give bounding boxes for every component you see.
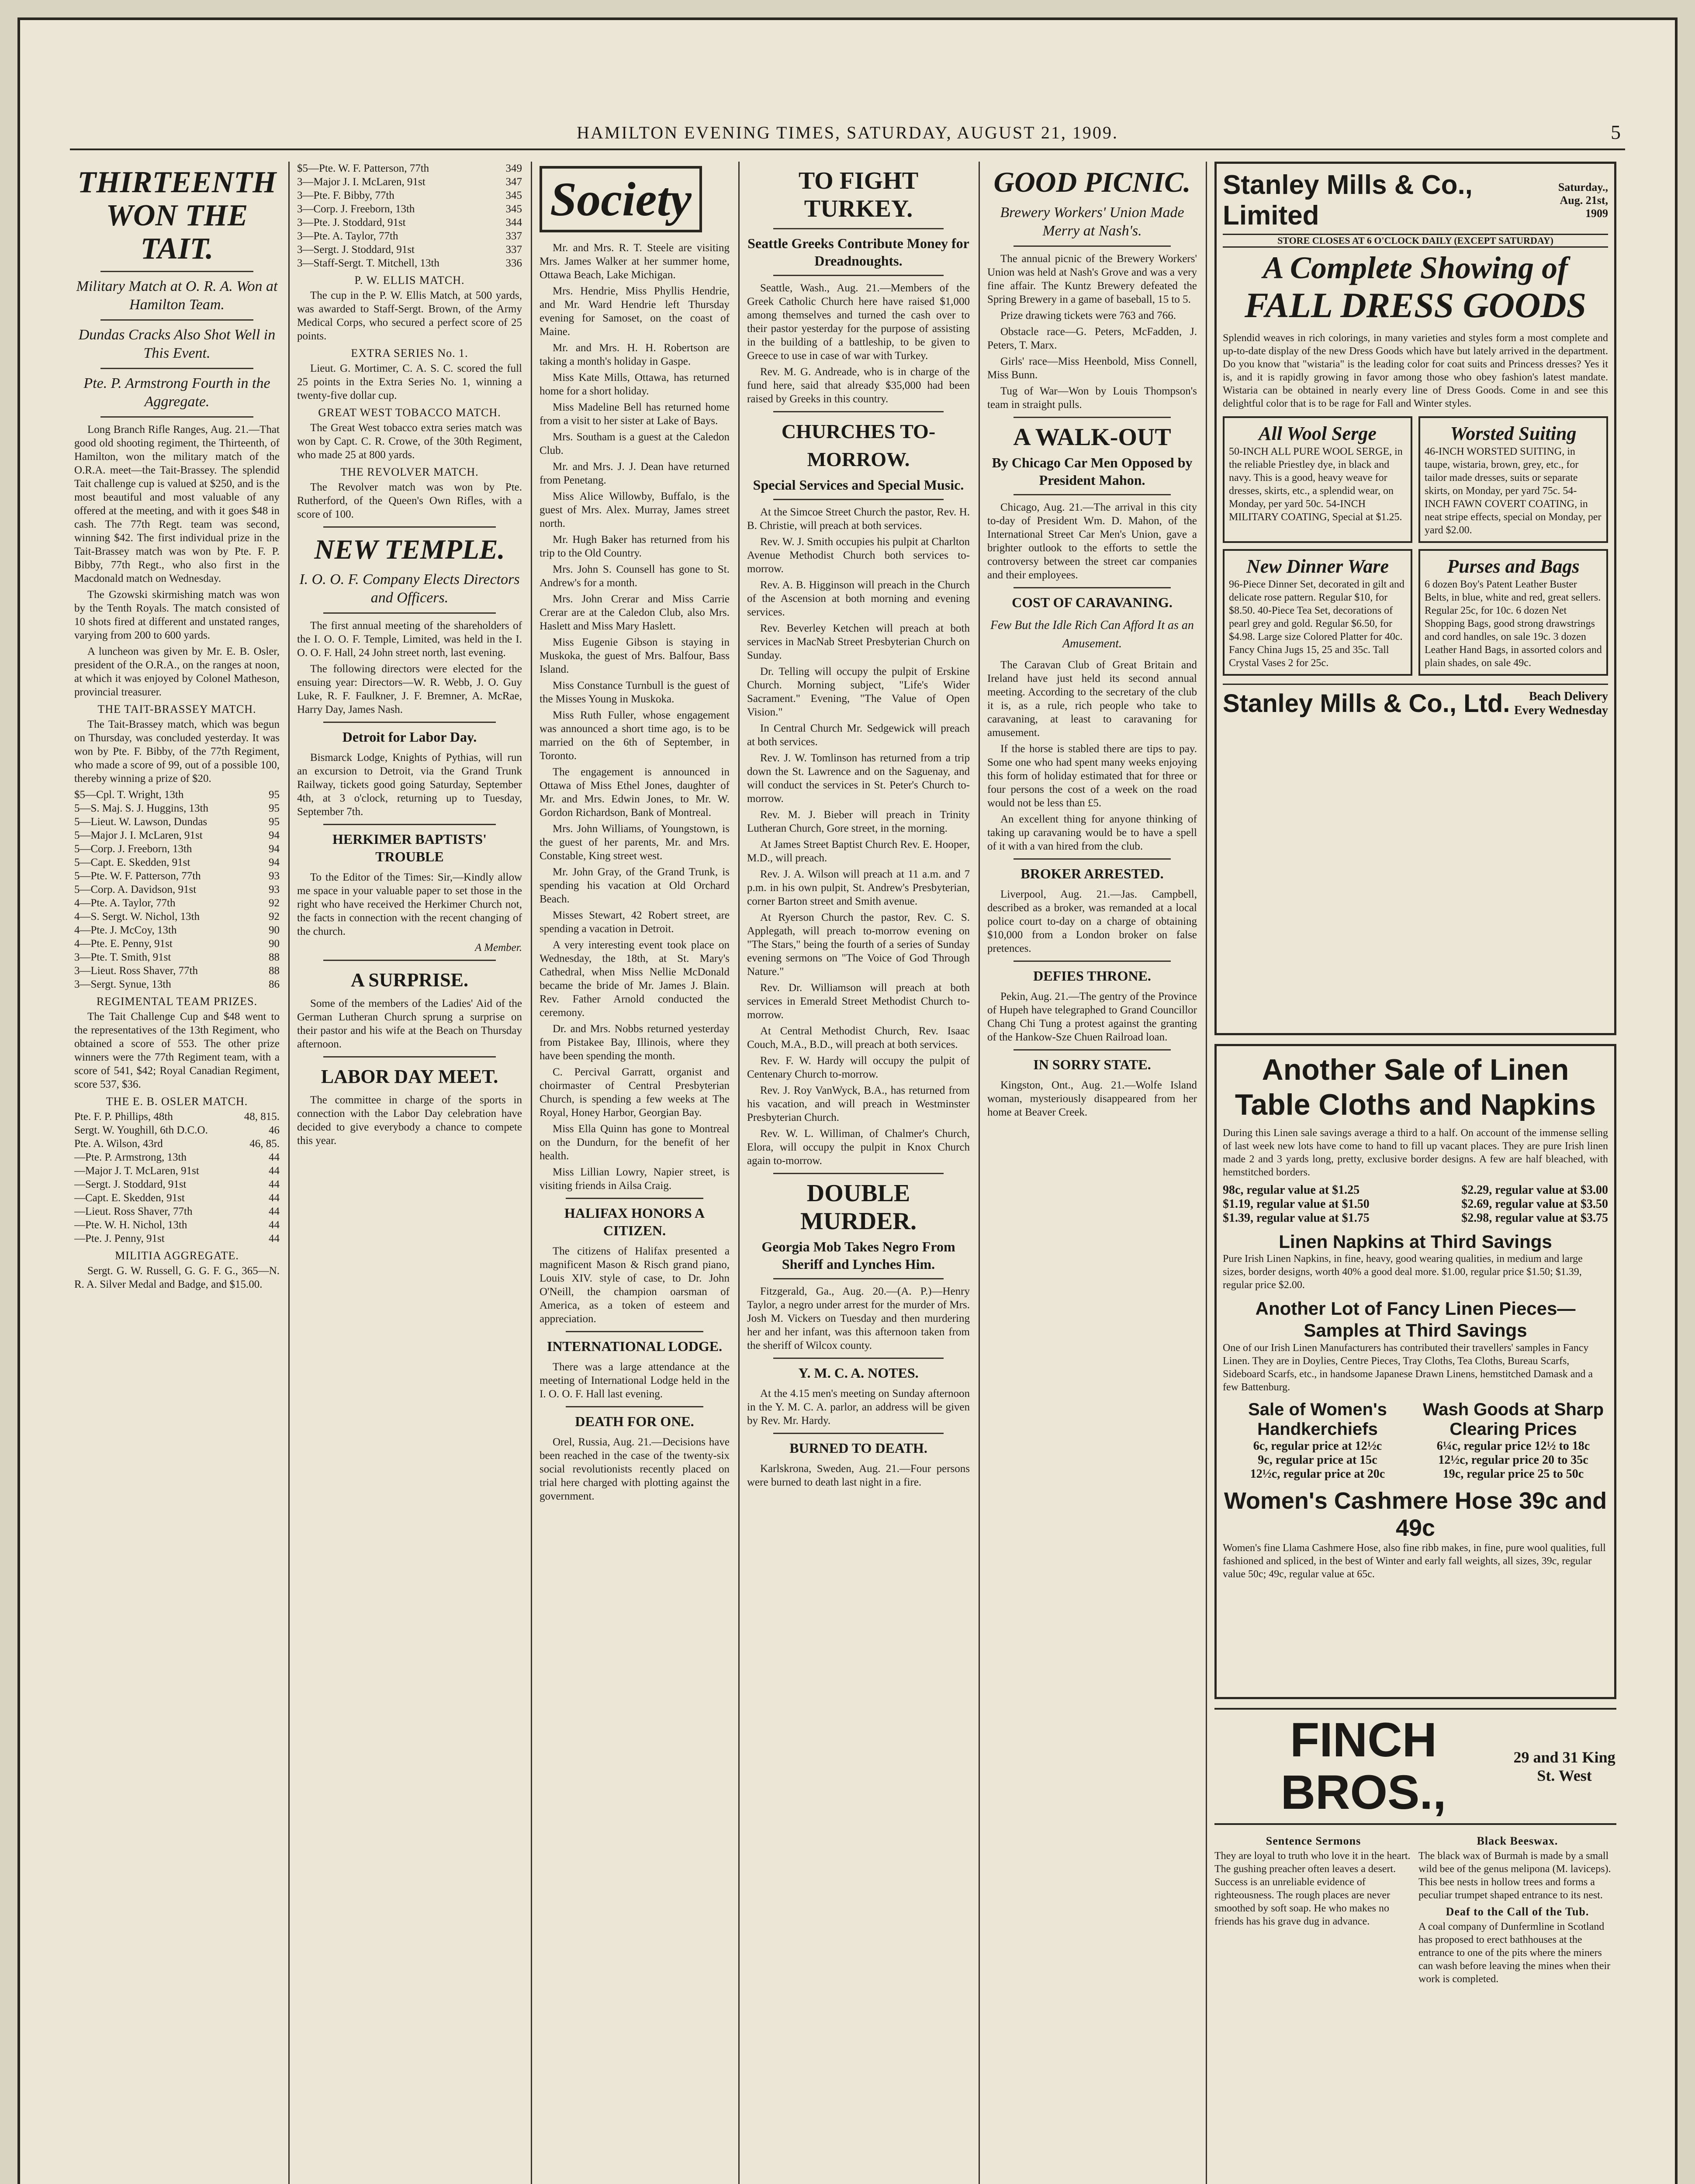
church-item: In Central Church Mr. Sedgewick will preach at both services. [747, 722, 970, 748]
price-line: 6¼c, regular price 12½ to 18c [1436, 1439, 1590, 1453]
dress-goods-ad [1214, 162, 1616, 1035]
article-paragraph: Karlskrona, Sweden, Aug. 21.—Four persons were burned to death last night in a fire. [747, 1463, 970, 1488]
headline: A WALK-OUT [1013, 424, 1171, 451]
score-row [1223, 1183, 1608, 1197]
article-text: The black wax of Burmah is made by a small wild bee of the genus melipona (M. laviceps). This bee nests in hollow trees and forms a peculiar trumpet shaped entrance to its nest. [1418, 1850, 1611, 1901]
entry-value: 44 [269, 1192, 280, 1204]
article-paragraph: Long Branch Rifle Ranges, Aug. 21.—That good old shooting regiment, the Thirteenth, of Hamilton, won the military match of the O.R.A. meet—the Tait-Brassey. The splendid Tait challenge cup is valued at $250, and is the most beautiful and most valuable of any offered at the meeting, and with it goes $48 in cash. The 77th Regt. team was second, winning $42. The first individual prize in the Tait-Brassey match was won by Pte. F. P. Bibby, 77th Regt., who also first in the Macdonald match on Wednesday. [74, 424, 280, 584]
society-item: The engagement is announced in Ottawa of Miss Ethel Jones, daughter of Mr. and Mrs. Edwin Jones, to Mr. W. Gordon Richardson, Bank of Montreal. [540, 766, 730, 819]
society-item: Miss Constance Turnbull is the guest of the Misses Young in Muskoka. [540, 680, 730, 705]
ad-title: A Complete Showing of [1263, 250, 1568, 285]
section-heading: EXTRA SERIES No. 1. [351, 347, 468, 359]
article-paragraph: The Caravan Club of Great Britain and Ireland have just held its second annual meeting. According to the secretary of the club it is, as a rule, rich people who take to caravaning, at least to caravaning for amusement. [987, 659, 1197, 739]
deck: Brewery Workers' Union Made Merry at Nash's. [1000, 204, 1184, 239]
entry-name: —Pte. J. Penny, 91st [74, 1233, 165, 1244]
deck: I. O. O. F. Company Elects Directors and Officers. [299, 571, 520, 606]
headline: COST OF CARAVANING. [1012, 594, 1173, 610]
handkerchiefs-section [1223, 1400, 1412, 1481]
score-row [297, 202, 522, 216]
article-text: A coal company of Dunfermline in Scotland has proposed to erect bathhouses at the entrance to one of the pits where the miners can wash before leaving the mines when their work is completed. [1418, 1921, 1611, 1985]
score-row [297, 256, 522, 270]
score-row [74, 829, 280, 842]
score-row [297, 162, 522, 175]
score-row [74, 923, 280, 937]
church-item: At the Simcoe Street Church the pastor, Rev. H. B. Christie, will preach at both services. [747, 506, 970, 532]
score-row [74, 1191, 280, 1205]
headline: INTERNATIONAL LODGE. [547, 1338, 723, 1354]
entry-value: $2.98, regular value at $3.75 [1461, 1211, 1608, 1225]
headline: BROKER ARRESTED. [1020, 866, 1164, 881]
church-item: Rev. J. A. Wilson will preach at 11 a.m. and 7 p.m. in his own pulpit, St. Andrew's Presbyterian, corner Barton street and Smith avenue. [747, 868, 970, 907]
deck: Few But the Idle Rich Can Afford It as an Amusement. [990, 619, 1194, 650]
napkins-text: Pure Irish Linen Napkins, in fine, heavy, good wearing qualities, in medium and large sizes, border designs, worth 40% a good deal more. $1.00, regular price $1.50; $1.39, regular price $2.00. [1223, 1253, 1583, 1291]
entry-value: $2.29, regular value at $3.00 [1461, 1183, 1608, 1197]
society-item: Miss Eugenie Gibson is staying in Muskoka, the guest of Mrs. Balfour, Bass Island. [540, 636, 730, 675]
delivery-note: Beach Delivery Every Wednesday [1514, 690, 1608, 717]
price-list [1223, 1439, 1412, 1481]
section-heading: THE REVOLVER MATCH. [340, 466, 479, 478]
section-heading: GREAT WEST TOBACCO MATCH. [318, 406, 501, 419]
entry-name: 3—Sergt. J. Stoddard, 91st [297, 244, 415, 256]
column-rule [738, 162, 740, 2184]
column-rule [979, 162, 980, 2184]
article-paragraph: Prize drawing tickets were 763 and 766. [1000, 310, 1176, 321]
entry-value: 48, 815. [244, 1111, 280, 1123]
entry-name: $5—Pte. W. F. Patterson, 77th [297, 162, 429, 174]
entry-name: 3—Corp. J. Freeborn, 13th [297, 203, 415, 215]
linen-prices [1223, 1183, 1608, 1225]
score-row [74, 1205, 280, 1218]
entry-name: —Pte. P. Armstrong, 13th [74, 1151, 187, 1163]
signature: A Member. [475, 942, 522, 954]
society-header: Society [540, 166, 702, 232]
napkins-title: Linen Napkins at Third Savings [1279, 1231, 1552, 1252]
box-text: 96-Piece Dinner Set, decorated in gilt and delicate rose pattern. Regular $10, for $8.50. 40-Piece Tea Set, decorations of pearl grey and gold. Regular $6.50, for $4.98. Large size Colored Platter for 40c. Fancy China Jugs 15, 25 and 35c. Tall Crystal Vases 2 for 25c. [1229, 579, 1404, 669]
article-paragraph: Orel, Russia, Aug. 21.—Decisions have been reached in the case of the twenty-six social revolutionists recently placed on trial here charged with plotting against the government. [540, 1436, 730, 1502]
church-item: Rev. W. L. Williman, of Chalmer's Church, Elora, will occupy the pulpit in Knox Church again to-morrow. [747, 1128, 970, 1167]
score-row [297, 175, 522, 189]
society-item: Miss Madeline Bell has returned home from a visit to her sister at Lake of Bays. [540, 401, 730, 427]
score-row [297, 243, 522, 256]
entry-name: $1.39, regular value at $1.75 [1223, 1211, 1370, 1225]
score-row [297, 216, 522, 229]
society-item: Miss Lillian Lowry, Napier street, is visiting friends in Ailsa Craig. [540, 1166, 730, 1192]
entry-value: 90 [269, 938, 280, 950]
article-paragraph: The Tait-Brassey match, which was begun on Thursday, was concluded yesterday. It was won by Pte. F. Bibby, of the 77th Regiment, who made a score of 99, out of a possible 100, thereby winning a prize of $20. [74, 719, 280, 784]
score-row [74, 883, 280, 896]
price-line: 19c, regular price 25 to 50c [1442, 1467, 1584, 1481]
entry-value: 93 [269, 870, 280, 882]
column-rule [288, 162, 290, 2184]
entry-value: 44 [269, 1206, 280, 1217]
society-item: Dr. and Mrs. Nobbs returned yesterday from Pistakee Bay, Illinois, where they have been spending the month. [540, 1023, 730, 1062]
entry-name: Sergt. W. Youghill, 6th D.C.O. [74, 1124, 208, 1136]
entry-value: 90 [269, 924, 280, 936]
score-row [1223, 1197, 1608, 1211]
headline: THIRTEENTH WON THE TAIT. [77, 166, 277, 266]
dinner-ware-box [1223, 549, 1412, 676]
entry-name: 3—Sergt. Synue, 13th [74, 978, 171, 990]
article-paragraph: The first annual meeting of the shareholders of the I. O. O. F. Temple, Limited, was held in the I. O. O. F. Hall, 24 John street north, last evening. [297, 620, 522, 659]
black-beeswax [1418, 1831, 1616, 1986]
entry-name: —Major J. T. McLaren, 91st [74, 1165, 199, 1177]
entry-value: 94 [269, 857, 280, 868]
deck: Dundas Cracks Also Shot Well in This Event. [78, 327, 276, 361]
masthead-title: HAMILTON EVENING TIMES, SATURDAY, AUGUST 21, 1909. [577, 123, 1118, 142]
score-row [74, 1178, 280, 1191]
headline: LABOR DAY MEET. [321, 1066, 498, 1087]
article-paragraph: If the horse is stabled there are tips to pay. Some one who had spent many weeks enjoying this form of holiday estimated that for three or four persons the cost of a week on the road would not be less than £5. [987, 743, 1197, 809]
headline: HERKIMER BAPTISTS' TROUBLE [332, 831, 487, 864]
linen-ad [1214, 1044, 1616, 1699]
headline: HALIFAX HONORS A CITIZEN. [564, 1205, 705, 1238]
church-item: Rev. Beverley Ketchen will preach at both services in MacNab Street Presbyterian Church on Sunday. [747, 622, 970, 661]
entry-value: 337 [505, 244, 522, 256]
score-list [74, 788, 280, 991]
price-line: 12½c, regular price at 20c [1250, 1467, 1385, 1481]
article-paragraph: Sergt. G. W. Russell, G. G. F. G., 365—N. R. A. Silver Medal and Badge, and $15.00. [74, 1265, 280, 1290]
church-item: Rev. J. Roy VanWyck, B.A., has returned from his vacation, and will preach in Westminster Presbyterian Church. [747, 1085, 970, 1123]
linen-title: Another Sale of Linen Table Cloths and Napkins [1235, 1053, 1596, 1121]
entry-name: —Pte. W. H. Nichol, 13th [74, 1219, 187, 1231]
stanley-mills-advertisement [1214, 162, 1616, 2184]
entry-name: 3—Pte. A. Taylor, 77th [297, 230, 398, 242]
box-text: 46-INCH WORSTED SUITING, in taupe, wistaria, brown, grey, etc., for tailor made dresses, suits or separate skirts, on Monday, per yard 75c. 54-INCH FAWN COVERT COATING, in neat stripe effects, special on Monday, per yard $2.00. [1425, 446, 1602, 536]
entry-value: 88 [269, 965, 280, 977]
article-paragraph: Kingston, Ont., Aug. 21.—Wolfe Island woman, mysteriously disappeared from her home at Beaver Creek. [987, 1079, 1197, 1118]
score-row [74, 856, 280, 869]
entry-value: 92 [269, 897, 280, 909]
score-row [74, 1137, 280, 1151]
section-heading: THE E. B. OSLER MATCH. [106, 1095, 248, 1108]
score-list [74, 1110, 280, 1245]
society-item: Mr. John Gray, of the Grand Trunk, is spending his vacation at Old Orchard Beach. [540, 866, 730, 905]
article-paragraph: Lieut. G. Mortimer, C. A. S. C. scored the full 25 points in the Extra Series No. 1, winning a twenty-five dollar cup. [297, 363, 522, 401]
church-item: Rev. A. B. Higginson will preach in the Church of the Ascension at both morning and evening services. [747, 579, 970, 618]
entry-value: 46, 85. [249, 1138, 280, 1150]
bottom-articles [1214, 1831, 1616, 1986]
section-heading: Black Beeswax. [1477, 1835, 1558, 1847]
score-row [74, 1218, 280, 1232]
society-item: C. Percival Garratt, organist and choirmaster of Central Presbyterian Church, is spending a few weeks at The Royal, Honey Harbor, Georgian Bay. [540, 1066, 730, 1119]
article-paragraph: An excellent thing for anyone thinking of taking up caravaning would be to have a spell of it with a van hired from the club. [987, 813, 1197, 852]
purses-box [1418, 549, 1608, 676]
linen-text: During this Linen sale savings average a third to a half. On account of the immense selling of last week new lots have come to hand to fill up vacant places. They are pure Irish linen made 2 and 3 yards long, pretty, exclusive border designs. A few are half bleached, with hemstitched borders. [1223, 1127, 1608, 1178]
article-paragraph: Tug of War—Won by Louis Thompson's team in straight pulls. [987, 385, 1197, 411]
column-rule [531, 162, 532, 2184]
article-text: They are loyal to truth who love it in the heart. The gushing preacher often leaves a desert. Success is an unreliable evidence of righteousness. The rough places are never smoothed by soft soap. He who makes no friends has his grave dug in advance. [1214, 1850, 1411, 1927]
column-2 [297, 162, 522, 2184]
section-heading: Sentence Sermons [1266, 1835, 1361, 1847]
score-row [74, 1123, 280, 1137]
entry-value: 44 [269, 1165, 280, 1177]
entry-name: 3—Major J. I. McLaren, 91st [297, 176, 425, 188]
entry-name: 5—Capt. E. Skedden, 91st [74, 857, 190, 868]
entry-value: 349 [505, 162, 522, 174]
score-row [74, 978, 280, 991]
entry-value: 345 [505, 203, 522, 215]
entry-name: 3—Pte. J. Stoddard, 91st [297, 217, 406, 228]
headline: NEW TEMPLE. [314, 534, 505, 565]
entry-name: 3—Pte. T. Smith, 91st [74, 951, 171, 963]
price-line: 12½c, regular price 20 to 35c [1438, 1453, 1588, 1467]
church-item: Dr. Telling will occupy the pulpit of Erskine Church. Morning subject, "Life's Wider Sacrament." Evening, "The Value of Open Vision." [747, 666, 970, 718]
entry-name: 4—Pte. J. McCoy, 13th [74, 924, 177, 936]
article-paragraph: The citizens of Halifax presented a magnificent Mason & Risch grand piano, Louis XIV. style of case, to Dr. John O'Neill, the champion oarsman of America, as a token of esteem and appreciation. [540, 1245, 730, 1325]
ad-title: FALL DRESS GOODS [1244, 285, 1587, 325]
masthead [70, 118, 1625, 150]
section-heading: REGIMENTAL TEAM PRIZES. [96, 995, 258, 1008]
entry-value: 92 [269, 911, 280, 923]
headline: DEATH FOR ONE. [575, 1413, 694, 1429]
society-item: Mr. and Mrs. J. J. Dean have returned from Penetang. [540, 461, 730, 486]
headline: A SURPRISE. [351, 969, 468, 991]
box-title: Worsted Suiting [1450, 423, 1577, 444]
ad-intro: Splendid weaves in rich colorings, in many varieties and styles form a most complete and up-to-date display of the new Dress Goods which have but lately arrived in the department. Do you know that "wistaria" is the leading color for coat suits and Princess dresses? Yes it is, and it is rapidly growing in favor among those who obey fashion's latest mandate. Wistaria can be obtained in nearly every line of Dress Goods. Come in and see this delightful color that is to be rage for Fall and Winter styles. [1223, 332, 1608, 409]
society-item: Mrs. Hendrie, Miss Phyllis Hendrie, and Mr. Ward Hendrie left Thursday evening for Samoset, on the coast of Maine. [540, 285, 730, 338]
price-list [1418, 1439, 1608, 1481]
serge-box [1223, 416, 1412, 543]
entry-name: $1.19, regular value at $1.50 [1223, 1197, 1370, 1211]
entry-value: 46 [269, 1124, 280, 1136]
article-paragraph: Chicago, Aug. 21.—The arrival in this city to-day of President Wm. D. Mahon, of the International Street Car Men's Union, gave a brighter outlook to the efforts to settle the controversy between the street car companies and their employees. [987, 501, 1197, 581]
entry-value: $2.69, regular value at $3.50 [1461, 1197, 1608, 1211]
society-item: A very interesting event took place on Wednesday, the 18th, at St. Mary's Cathedral, when Miss Nellie McDonald became the bride of Mr. James J. Blain. Rev. Father Arnold conducted the ceremony. [540, 939, 730, 1019]
deck: Seattle Greeks Contribute Money for Dreadnoughts. [747, 235, 969, 269]
article-paragraph: The cup in the P. W. Ellis Match, at 500 yards, was awarded to Staff-Sergt. Brown, of the Army Medical Corps, who secured a perfect score of 25 points. [297, 290, 522, 342]
article-paragraph: The annual picnic of the Brewery Workers' Union was held at Nash's Grove and was a very fine affair. The Kuntz Brewery defeated the Spring Brewery in a game of baseball, 15 to 5. [987, 253, 1197, 305]
entry-name: 98c, regular value at $1.25 [1223, 1183, 1360, 1197]
section-title: Wash Goods at Sharp Clearing Prices [1422, 1400, 1604, 1439]
score-row [74, 1110, 280, 1123]
article-paragraph: The Great West tobacco extra series match was won by Capt. C. R. Crowe, of the 30th Regiment, who made 25 at 800 yards. [297, 422, 522, 461]
entry-name: 4—Pte. A. Taylor, 77th [74, 897, 176, 909]
deck: Military Match at O. R. A. Won at Hamilton Team. [76, 278, 278, 313]
headline: DEFIES THRONE. [1033, 968, 1151, 984]
headline: CHURCHES TO-MORROW. [781, 420, 936, 470]
article-paragraph: Fitzgerald, Ga., Aug. 20.—(A. P.)—Henry Taylor, a negro under arrest for the murder of Mrs. Josh M. Vickers on Tuesday and then murdering her and her infant, was this afternoon taken from the sheriff of Wilcox county. [747, 1286, 970, 1351]
score-row [1223, 1211, 1608, 1225]
score-row [74, 842, 280, 856]
section-heading: P. W. ELLIS MATCH. [354, 274, 465, 287]
score-row [74, 910, 280, 923]
section-heading: MILITIA AGGREGATE. [115, 1249, 239, 1262]
entry-value: 95 [269, 816, 280, 828]
article-paragraph: Obstacle race—G. Peters, McFadden, J. Peters, T. Marx. [987, 326, 1197, 351]
article-paragraph: Seattle, Wash., Aug. 21.—Members of the Greek Catholic Church here have raised $1,000 among themselves and turned the cash over to their pastor yesterday for the purpose of assisting in the building of a battleship, to be given to Greece to use in case of war with Turkey. [747, 282, 970, 362]
entry-value: 86 [269, 978, 280, 990]
store-name: Stanley Mills & Co., Ltd. [1223, 689, 1510, 718]
score-row [74, 950, 280, 964]
entry-name: 5—Corp. J. Freeborn, 13th [74, 843, 192, 855]
sentence-sermons [1214, 1831, 1412, 1986]
entry-value: 44 [269, 1178, 280, 1190]
entry-name: Pte. F. P. Phillips, 48th [74, 1111, 173, 1123]
entry-name: 3—Pte. F. Bibby, 77th [297, 190, 394, 201]
score-row [74, 802, 280, 815]
article-paragraph: The Gzowski skirmishing match was won by the Tenth Royals. The match consisted of 10 shots fired at different and unstated ranges, varying from 200 to 600 yards. [74, 589, 280, 641]
entry-value: 347 [505, 176, 522, 188]
entry-value: 95 [269, 802, 280, 814]
article-paragraph: The Revolver match was won by Pte. Rutherford, of the Queen's Own Rifles, with a score of 100. [297, 481, 522, 520]
finch-address: 29 and 31 King St. West [1513, 1749, 1615, 1784]
price-line: 9c, regular price at 15c [1258, 1453, 1377, 1467]
entry-name: 4—S. Sergt. W. Nichol, 13th [74, 911, 200, 923]
entry-name: $5—Cpl. T. Wright, 13th [74, 789, 184, 801]
entry-value: 95 [269, 789, 280, 801]
entry-value: 88 [269, 951, 280, 963]
section-heading: THE TAIT-BRASSEY MATCH. [97, 703, 256, 715]
article-paragraph: There was a large attendance at the meeting of International Lodge held in the I. O. O. F. Hall last evening. [540, 1361, 730, 1400]
society-item: Mrs. John S. Counsell has gone to St. Andrew's for a month. [540, 563, 730, 589]
ad-date: Saturday., Aug. 21st, 1909 [1558, 181, 1608, 220]
box-title: Purses and Bags [1447, 556, 1580, 577]
deck: By Chicago Car Men Opposed by President Mahon. [992, 455, 1193, 488]
headline: BURNED TO DEATH. [789, 1440, 927, 1456]
box-title: All Wool Serge [1259, 423, 1377, 444]
entry-name: —Lieut. Ross Shaver, 77th [74, 1206, 193, 1217]
society-item: Miss Ruth Fuller, whose engagement was announced a short time ago, is to be married on the 6th of September, in Toronto. [540, 709, 730, 762]
entry-name: 5—S. Maj. S. J. Huggins, 13th [74, 802, 208, 814]
fancy-title: Another Lot of Fancy Linen Pieces—Samples at Third Savings [1255, 1298, 1576, 1341]
society-notes [540, 241, 730, 1192]
article-paragraph: To the Editor of the Times: Sir,—Kindly allow me space in your valuable paper to set those in the right who have received the Herkimer Church not, the facts in connection with the recent changing of the church. [297, 871, 522, 937]
deck: Georgia Mob Takes Negro From Sheriff and Lynches Him. [761, 1239, 955, 1272]
store-hours: STORE CLOSES AT 6 O'CLOCK DAILY (EXCEPT SATURDAY) [1223, 234, 1608, 248]
entry-value: 94 [269, 829, 280, 841]
box-text: 6 dozen Boy's Patent Leather Buster Belts, in blue, white and red, great sellers. Regular 25c, for 10c. 6 dozen Net Shopping Bags, good strong drawstrings and cord handles, on sale 19c. 3 dozen Leather Hand Bags, in assorted colors and plain shades, on sale 49c. [1425, 579, 1602, 669]
column-3 [540, 162, 730, 2184]
box-text: 50-INCH ALL PURE WOOL SERGE, in the reliable Priestley dye, in black and navy. This is a good, heavy weave for dresses, skirts, etc., a splendid wear, on Monday, per yard 50c. 54-INCH MILITARY COATING, Special at $1.25. [1229, 446, 1403, 523]
score-list [297, 162, 522, 270]
deck: Pte. P. Armstrong Fourth in the Aggregate. [83, 375, 270, 410]
section-title: Sale of Women's Handkerchiefs [1248, 1400, 1387, 1439]
score-row [74, 1232, 280, 1245]
church-notices [747, 505, 970, 1168]
deck: Special Services and Special Music. [753, 477, 964, 493]
article-paragraph: At the 4.15 men's meeting on Sunday afternoon in the Y. M. C. A. parlor, an address will be given by Rev. Mr. Hardy. [747, 1388, 970, 1427]
entry-name: —Capt. E. Skedden, 91st [74, 1192, 185, 1204]
society-item: Miss Kate Mills, Ottawa, has returned home for a short holiday. [540, 372, 730, 397]
entry-name: 5—Lieut. W. Lawson, Dundas [74, 816, 208, 828]
society-item: Miss Alice Willowby, Buffalo, is the guest of Mrs. Alex. Murray, James street north. [540, 491, 730, 529]
box-title: New Dinner Ware [1246, 556, 1389, 577]
entry-value: 93 [269, 884, 280, 895]
store-name: Stanley Mills & Co., Limited [1223, 170, 1473, 231]
entry-name: 3—Lieut. Ross Shaver, 77th [74, 965, 198, 977]
headline: GOOD PICNIC. [993, 166, 1191, 198]
headline: Detroit for Labor Day. [342, 729, 477, 745]
society-item: Mr. and Mrs. H. H. Robertson are taking a month's holiday in Gaspe. [540, 342, 730, 367]
score-row [74, 896, 280, 910]
entry-name: 5—Pte. W. F. Patterson, 77th [74, 870, 201, 882]
score-row [74, 1164, 280, 1178]
entry-name: 3—Staff-Sergt. T. Mitchell, 13th [297, 257, 439, 269]
section-heading: Deaf to the Call of the Tub. [1446, 1905, 1589, 1918]
church-item: At Ryerson Church the pastor, Rev. C. S. Applegath, will preach to-morrow evening on "The Stars," being the fourth of a series of Sunday evening sermons on "The Voice of God Through Nature." [747, 912, 970, 978]
hose-title: Women's Cashmere Hose 39c and 49c [1224, 1488, 1607, 1541]
church-item: Rev. W. J. Smith occupies his pulpit at Charlton Avenue Methodist Church both services to-morrow. [747, 536, 970, 575]
column-1 [74, 162, 280, 2184]
score-row [74, 964, 280, 978]
article-paragraph: Rev. M. G. Andreade, who is in charge of the fund here, said that already $35,000 had been raised by Greeks in this country. [747, 366, 970, 405]
column-5 [987, 162, 1197, 2184]
entry-value: 94 [269, 843, 280, 855]
article-paragraph: Liverpool, Aug. 21.—Jas. Campbell, described as a broker, was remanded at a local police court to-day on a charge of obtaining $10,000 from a London broker on false pretences. [987, 888, 1197, 954]
article-paragraph: The Tait Challenge Cup and $48 went to the representatives of the 13th Regiment, who obtained a score of 553. The other prize winners were the 77th Regiment team, with a score of 541, $42; Royal Canadian Regiment, score 537, $36. [74, 1011, 280, 1090]
article-paragraph: Some of the members of the Ladies' Aid of the German Lutheran Church sprung a surprise on their pastor and his wife at the Beach on Thursday afternoon. [297, 998, 522, 1050]
entry-name: 5—Corp. A. Davidson, 91st [74, 884, 197, 895]
entry-name: 4—Pte. E. Penny, 91st [74, 938, 173, 950]
finch-bros-ad [1214, 1708, 1616, 1825]
score-row [74, 815, 280, 829]
hose-text: Women's fine Llama Cashmere Hose, also fine ribb makes, in fine, pure wool qualities, full fashioned and spliced, in the best of Winter and early fall weights, all sizes, 39c, regular value 50c; 49c, regular value at 65c. [1223, 1542, 1606, 1580]
page-number: 5 [1611, 121, 1621, 143]
headline: Y. M. C. A. NOTES. [798, 1365, 919, 1381]
society-item: Miss Ella Quinn has gone to Montreal on the Dundurn, for the benefit of her health. [540, 1123, 730, 1162]
society-item: Mrs. John Crerar and Miss Carrie Crerar are at the Caledon Club, also Mrs. Haslett and Miss Mary Haslett. [540, 593, 730, 632]
church-item: At James Street Baptist Church Rev. E. Hooper, M.D., will preach. [747, 839, 970, 864]
score-row [74, 788, 280, 802]
headline: DOUBLE MURDER. [800, 1180, 917, 1235]
article-paragraph: The committee in charge of the sports in connection with the Labor Day celebration have decided to give everybody a chance to compete this year. [297, 1094, 522, 1147]
entry-value: 44 [269, 1151, 280, 1163]
score-row [297, 189, 522, 202]
fancy-text: One of our Irish Linen Manufacturers has contributed their travellers' samples in Fancy Linen. They are in Doylies, Centre Pieces, Tray Cloths, Tea Cloths, Bureau Scarfs, Sideboard Scarfs, etc., in handsome Japanese Drawn Linens, hemstitched Damask and a few Battenburg. [1223, 1342, 1593, 1393]
suiting-box [1418, 416, 1608, 543]
headline: IN SORRY STATE. [1033, 1057, 1151, 1072]
society-item: Mr. Hugh Baker has returned from his trip to the Old Country. [540, 534, 730, 559]
column-rule [1206, 162, 1207, 2184]
church-item: Rev. M. J. Bieber will preach in Trinity Lutheran Church, Gore street, in the morning. [747, 809, 970, 834]
entry-value: 345 [505, 190, 522, 201]
article-paragraph: Girls' race—Miss Heenbold, Miss Connell, Miss Bunn. [987, 356, 1197, 381]
article-paragraph: Pekin, Aug. 21.—The gentry of the Province of Hupeh have telegraphed to Grand Councillor Chang Chi Tung a protest against the granting of the Hankow-Sze Chuen Railroad loan. [987, 991, 1197, 1043]
score-row [297, 229, 522, 243]
church-item: Rev. J. W. Tomlinson has returned from a trip down the St. Lawrence and on the Saguenay, and will conduct the services in St. Peter's Church to-morrow. [747, 752, 970, 805]
entry-value: 44 [269, 1219, 280, 1231]
article-paragraph: The following directors were elected for the ensuing year: Directors—W. R. Webb, J. O. Guy Luke, R. F. Faulkner, J. F. Bremner, A. McRae, Harry Day, James Nash. [297, 663, 522, 715]
price-line: 6c, regular price at 12½c [1253, 1439, 1382, 1453]
wash-goods-section [1418, 1400, 1608, 1481]
article-paragraph: Bismarck Lodge, Knights of Pythias, will run an excursion to Detroit, via the Grand Trunk Railway, tickets good going Saturday, September 4th, at 3 o'clock, returning up to Tuesday, September 7th. [297, 752, 522, 818]
society-item: Mr. and Mrs. R. T. Steele are visiting Mrs. James Walker at her summer home, Ottawa Beach, Lake Michigan. [540, 242, 730, 281]
headline: TO FIGHT TURKEY. [798, 167, 919, 222]
entry-name: Pte. A. Wilson, 43rd [74, 1138, 163, 1150]
entry-name: —Sergt. J. Stoddard, 91st [74, 1178, 187, 1190]
score-row [74, 1151, 280, 1164]
church-item: At Central Methodist Church, Rev. Isaac Couch, M.A., B.D., will preach at both services. [747, 1025, 970, 1051]
society-item: Mrs. John Williams, of Youngstown, is the guest of her parents, Mr. and Mrs. Constable, King street west. [540, 823, 730, 862]
score-row [74, 869, 280, 883]
entry-value: 344 [505, 217, 522, 228]
church-item: Rev. F. W. Hardy will occupy the pulpit of Centenary Church to-morrow. [747, 1055, 970, 1080]
entry-value: 336 [505, 257, 522, 269]
entry-value: 44 [269, 1233, 280, 1244]
entry-name: 5—Major J. I. McLaren, 91st [74, 829, 203, 841]
finch-name: FINCH BROS., [1280, 1713, 1446, 1819]
article-paragraph: A luncheon was given by Mr. E. B. Osler, president of the O.R.A., on the ranges at noon, at which it was enjoyed by Colonel Matheson, provincial treasurer. [74, 646, 280, 698]
column-4 [747, 162, 970, 2184]
entry-value: 337 [505, 230, 522, 242]
church-item: Rev. Dr. Williamson will preach at both services in Emerald Street Methodist Church to-morrow. [747, 982, 970, 1021]
society-item: Misses Stewart, 42 Robert street, are spending a vacation in Detroit. [540, 909, 730, 935]
score-row [74, 937, 280, 950]
society-item: Mrs. Southam is a guest at the Caledon Club. [540, 431, 730, 456]
